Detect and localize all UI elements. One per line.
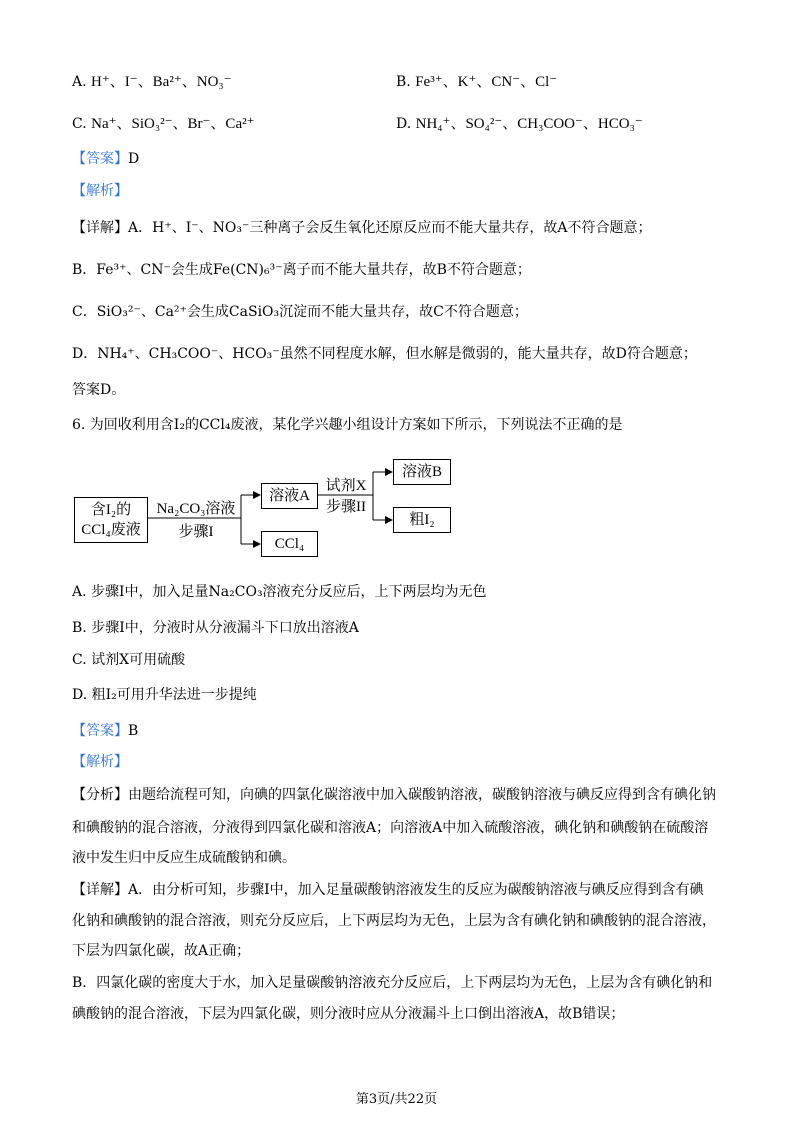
q5-option-d-letter: D. — [396, 116, 412, 132]
q6-option-c: C. 试剂X可用硫酸 — [72, 652, 186, 668]
q5-answer-value: D — [128, 151, 140, 167]
q6-analysis-line1-text: 由题给流程可知，向碘的四氯化碳溶液中加入碳酸钠溶液，碳酸钠溶液与碘反应得到含有碘化钠 — [128, 787, 716, 803]
q6-detail-tag: 【详解】 — [72, 882, 128, 898]
q5-option-d-text: NH₄⁺、SO₄²⁻、CH₃COO⁻、HCO₃⁻ — [415, 116, 643, 132]
q6-answer — [72, 721, 138, 741]
flow-start-box — [74, 497, 148, 543]
q6-analysis-line1 — [72, 785, 716, 805]
flow-reagent2-label: 试剂X — [325, 478, 367, 494]
flow-solution-a-box: 溶液A — [261, 483, 318, 509]
q6-detail-a-line3: 下层为四氯化碳，故A正确； — [72, 943, 251, 959]
flow-start-line1: 含I₂的 — [90, 502, 132, 518]
flow-ccl4-box: CCl₄ — [261, 531, 318, 557]
q6-analysis-sub-tag: 【分析】 — [72, 787, 128, 803]
q5-detail-tag: 【详解】 — [72, 220, 128, 236]
q5-option-c-letter: C. — [72, 116, 87, 132]
q5-option-a-text: H⁺、I⁻、Ba²⁺、NO₃⁻ — [91, 74, 232, 90]
q5-option-b-letter: B. — [396, 74, 411, 90]
flow-reagent1-label: Na₂CO₃溶液 — [156, 501, 236, 517]
q6-analysis-line2: 和碘酸钠的混合溶液，分液得到四氯化碳和溶液A；向溶液A中加入硫酸溶液，碘化钠和碘酸钠在硫酸溶 — [72, 820, 709, 836]
q6-option-a: A. 步骤I中，加入足量Na₂CO₃溶液充分反应后，上下两层均为无色 — [72, 584, 487, 600]
q5-detail-a-text: A．H⁺、I⁻、NO₃⁻三种离子会反生氧化还原反应而不能大量共存，故A不符合题意； — [128, 220, 652, 236]
q5-detail-d: D．NH₄⁺、CH₃COO⁻、HCO₃⁻虽然不同程度水解，但水解是微弱的，能大量共存，故D符合题意； — [72, 346, 697, 362]
flow-crude-i2-box: 粗I₂ — [393, 507, 451, 533]
q6-detail-b-line1: B．四氯化碳的密度大于水，加入足量碳酸钠溶液充分反应后，上下两层均为无色，上层为含有碘化钠和 — [72, 975, 713, 991]
q6-answer-value: B — [128, 723, 139, 739]
q6-detail-a-line1 — [72, 880, 704, 900]
q5-option-b-text: Fe³⁺、K⁺、CN⁻、Cl⁻ — [415, 74, 558, 90]
q6-detail-b-line2: 碘酸钠的混合溶液，下层为四氯化碳，则分液时应从分液漏斗上口倒出溶液A，故B错误； — [72, 1006, 625, 1022]
q6-option-b: B. 步骤I中，分液时从分液漏斗下口放出溶液A — [72, 620, 359, 636]
q6-option-d: D. 粗I₂可用升华法进一步提纯 — [72, 687, 257, 703]
q5-option-a-letter: A. — [72, 74, 87, 90]
q6-analysis-heading — [72, 752, 128, 772]
q6-detail-a-line2: 化钠和碘酸钠的混合溶液，则充分反应后，上下两层均为无色，上层为含有碘化钠和碘酸钠的混合溶液， — [72, 913, 716, 929]
flow-step1-label: 步骤I — [178, 524, 214, 540]
flow-solution-b-box: 溶液B — [393, 459, 451, 485]
q6-analysis-line3: 液中发生归中反应生成硫酸钠和碘。 — [72, 850, 296, 866]
q5-option-c-text: Na⁺、SiO₃²⁻、Br⁻、Ca²⁺ — [91, 116, 255, 132]
flow-start-line2: CCl₄废液 — [81, 522, 141, 538]
page-footer: 第3页/共22页 — [355, 1092, 438, 1107]
q5-detail-c: C．SiO₃²⁻、Ca²⁺会生成CaSiO₃沉淀而不能大量共存，故C不符合题意； — [72, 304, 528, 320]
q6-analysis-tag: 【解析】 — [72, 754, 128, 770]
q5-answer-tag: 【答案】 — [72, 151, 128, 167]
q5-analysis-tag: 【解析】 — [72, 183, 128, 199]
q5-conclusion: 答案D。 — [72, 382, 126, 398]
flow-step2-label: 步骤II — [326, 499, 366, 515]
q6-stem: 6. 为回收利用含I₂的CCl₄废液，某化学兴趣小组设计方案如下所示，下列说法不正确的是 — [72, 417, 623, 433]
q6-detail-a-line1-text: A．由分析可知，步骤I中，加入足量碳酸钠溶液发生的反应为碳酸钠溶液与碘反应得到含有碘 — [128, 882, 704, 898]
q5-detail-b: B．Fe³⁺、CN⁻会生成Fe(CN)₆³⁻离子而不能大量共存，故B不符合题意； — [72, 262, 531, 278]
q6-answer-tag: 【答案】 — [72, 723, 128, 739]
